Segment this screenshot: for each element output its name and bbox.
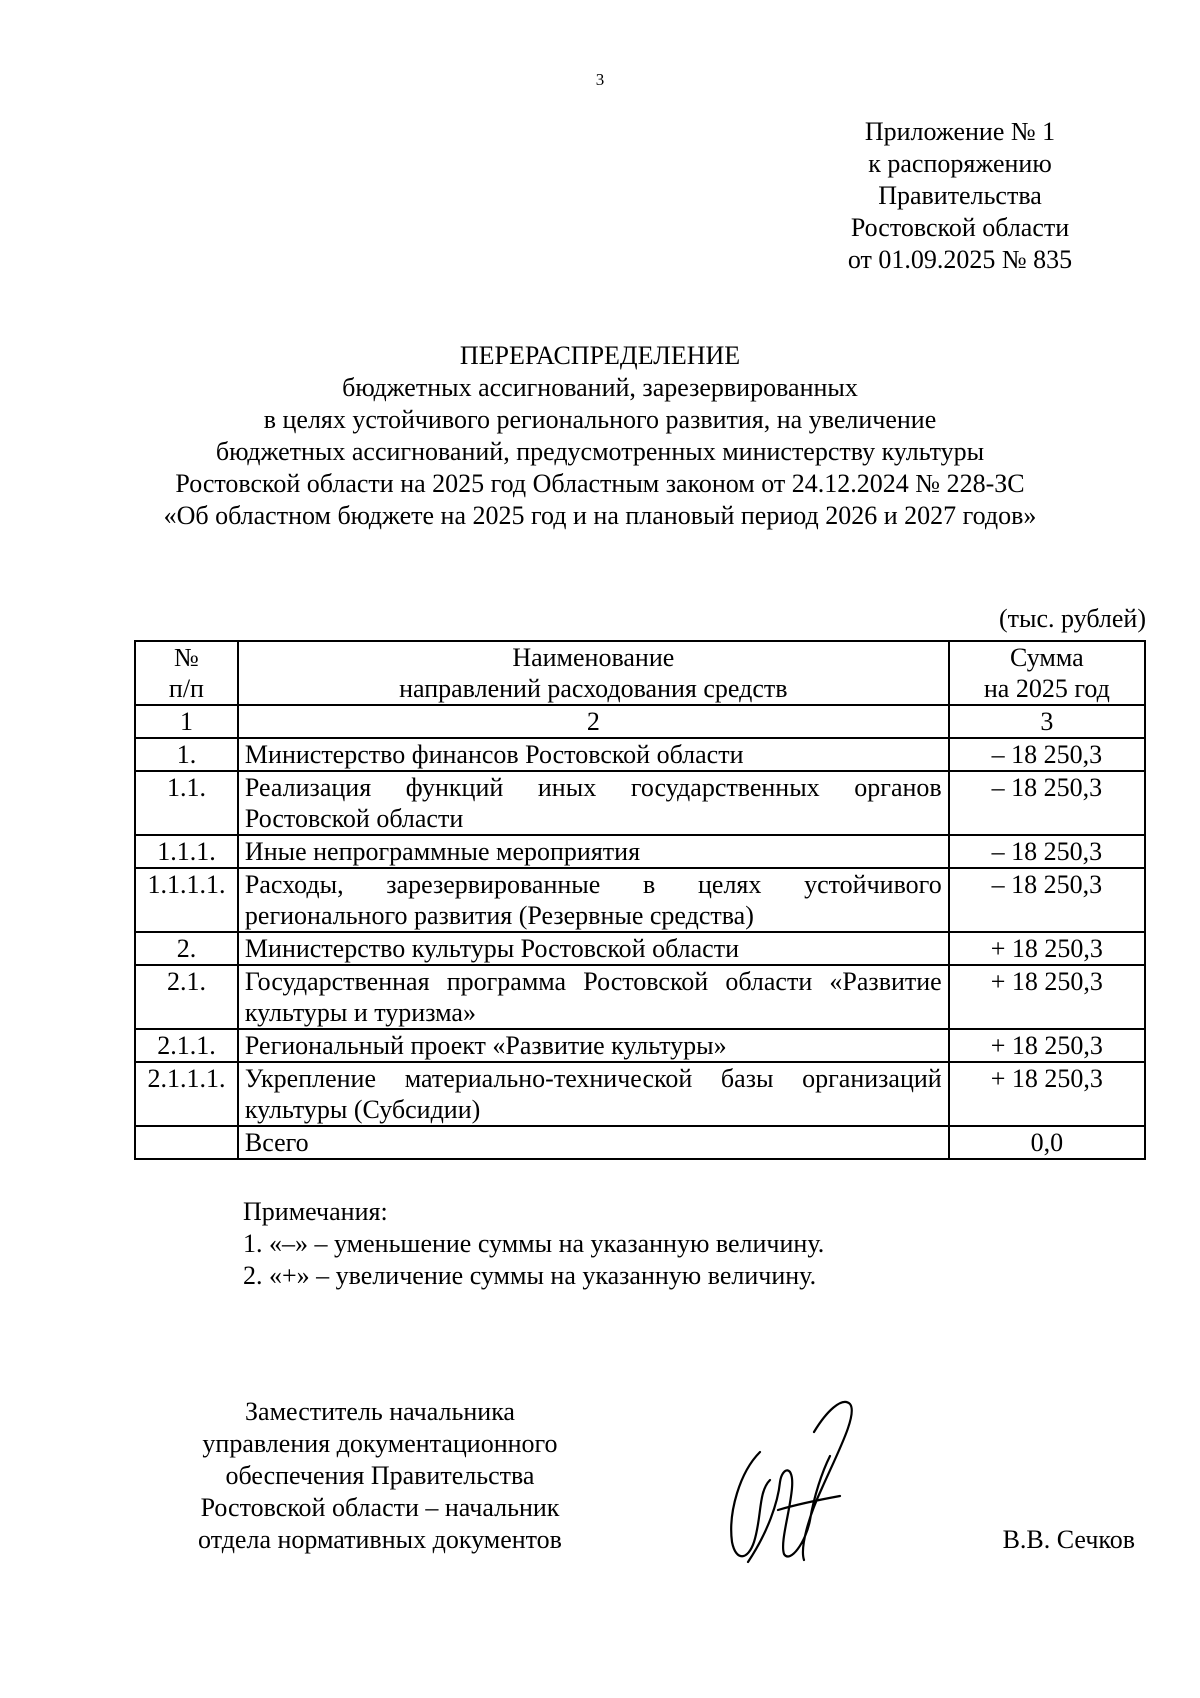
row-name: Региональный проект «Развитие культуры»: [238, 1029, 949, 1062]
header-sum-line: на 2025 год: [983, 674, 1110, 703]
appendix-line: Приложение № 1: [864, 117, 1056, 146]
table-row: [135, 835, 1145, 868]
signer-position-line: управления документационного: [202, 1429, 558, 1458]
row-number: 1.1.1.1.: [135, 868, 238, 932]
title-line: бюджетных ассигнований, предусмотренных министерству культуры: [215, 437, 985, 466]
document-title: [60, 340, 1140, 532]
column-number: 3: [949, 705, 1145, 738]
appendix-line: от 01.09.2025 № 835: [847, 245, 1073, 274]
total-number: [135, 1126, 238, 1159]
table-row: [135, 771, 1145, 835]
signer-name: В.В. Сечков: [1002, 1525, 1135, 1554]
total-sum: 0,0: [949, 1126, 1145, 1159]
signer-position-line: Заместитель начальника: [245, 1397, 515, 1426]
table-header-row: [135, 641, 1145, 705]
table-row: [135, 868, 1145, 932]
table-row: [135, 932, 1145, 965]
table-row: [135, 738, 1145, 771]
units-label: (тыс. рублей): [998, 604, 1146, 633]
signature-stroke: [731, 1402, 852, 1562]
row-sum: – 18 250,3: [949, 738, 1145, 771]
row-sum: + 18 250,3: [949, 932, 1145, 965]
title-line: «Об областном бюджете на 2025 год и на плановый период 2026 и 2027 годов»: [163, 501, 1037, 530]
header-number-line: п/п: [168, 674, 204, 703]
title-line: в целях устойчивого регионального развития, на увеличение: [263, 405, 937, 434]
row-sum: + 18 250,3: [949, 1062, 1145, 1126]
row-name: Иные непрограммные мероприятия: [238, 835, 949, 868]
row-number: 2.1.1.1.: [135, 1062, 238, 1126]
table-row: [135, 965, 1145, 1029]
column-number: 2: [238, 705, 949, 738]
header-number-line: №: [174, 643, 199, 672]
table-row: [135, 1062, 1145, 1126]
header-name: [238, 641, 949, 705]
row-number: 2.: [135, 932, 238, 965]
table-row: [135, 1029, 1145, 1062]
title-heading: ПЕРЕРАСПРЕДЕЛЕНИЕ: [459, 341, 741, 370]
budget-table: [134, 640, 1146, 1160]
table-total-row: [135, 1126, 1145, 1159]
appendix-line: Правительства: [878, 181, 1042, 210]
handwritten-signature: [718, 1392, 868, 1572]
column-number-row: [135, 705, 1145, 738]
column-number: 1: [135, 705, 238, 738]
row-number: 2.1.1.: [135, 1029, 238, 1062]
row-name: Государственная программа Ростовской области «Развитие культуры и туризма»: [238, 965, 949, 1029]
row-name: Расходы, зарезервированные в целях устойчивого регионального развития (Резервные средства): [238, 868, 949, 932]
total-label: Всего: [238, 1126, 949, 1159]
header-name-line: Наименование: [512, 643, 675, 672]
row-number: 2.1.: [135, 965, 238, 1029]
row-sum: – 18 250,3: [949, 835, 1145, 868]
header-name-line: направлений расходования средств: [399, 674, 788, 703]
signer-position: [160, 1396, 600, 1556]
header-sum: [949, 641, 1145, 705]
header-number: [135, 641, 238, 705]
row-name: Реализация функций иных государственных органов Ростовской области: [238, 771, 949, 835]
note-item: 2. «+» – увеличение суммы на указанную величину.: [243, 1261, 817, 1290]
row-sum: + 18 250,3: [949, 1029, 1145, 1062]
row-number: 1.1.1.: [135, 835, 238, 868]
row-number: 1.1.: [135, 771, 238, 835]
row-name: Министерство финансов Ростовской области: [238, 738, 949, 771]
header-sum-line: Сумма: [1010, 643, 1084, 672]
note-item: 1. «–» – уменьшение суммы на указанную величину.: [243, 1229, 825, 1258]
appendix-line: Ростовской области: [850, 213, 1070, 242]
notes-heading: Примечания:: [243, 1197, 388, 1226]
title-line: Ростовской области на 2025 год Областным законом от 24.12.2024 № 228-ЗС: [175, 469, 1025, 498]
row-number: 1.: [135, 738, 238, 771]
row-name: Укрепление материально-технической базы организаций культуры (Субсидии): [238, 1062, 949, 1126]
notes-block: [243, 1196, 824, 1292]
row-sum: – 18 250,3: [949, 868, 1145, 932]
signer-position-line: обеспечения Правительства: [225, 1461, 535, 1490]
signer-position-line: Ростовской области – начальник: [200, 1493, 560, 1522]
row-sum: – 18 250,3: [949, 771, 1145, 835]
appendix-line: к распоряжению: [868, 149, 1052, 178]
appendix-block: [820, 116, 1100, 276]
signer-position-line: отдела нормативных документов: [198, 1525, 562, 1554]
title-line: бюджетных ассигнований, зарезервированных: [342, 373, 858, 402]
row-sum: + 18 250,3: [949, 965, 1145, 1029]
row-name: Министерство культуры Ростовской области: [238, 932, 949, 965]
page-number: 3: [595, 70, 605, 89]
